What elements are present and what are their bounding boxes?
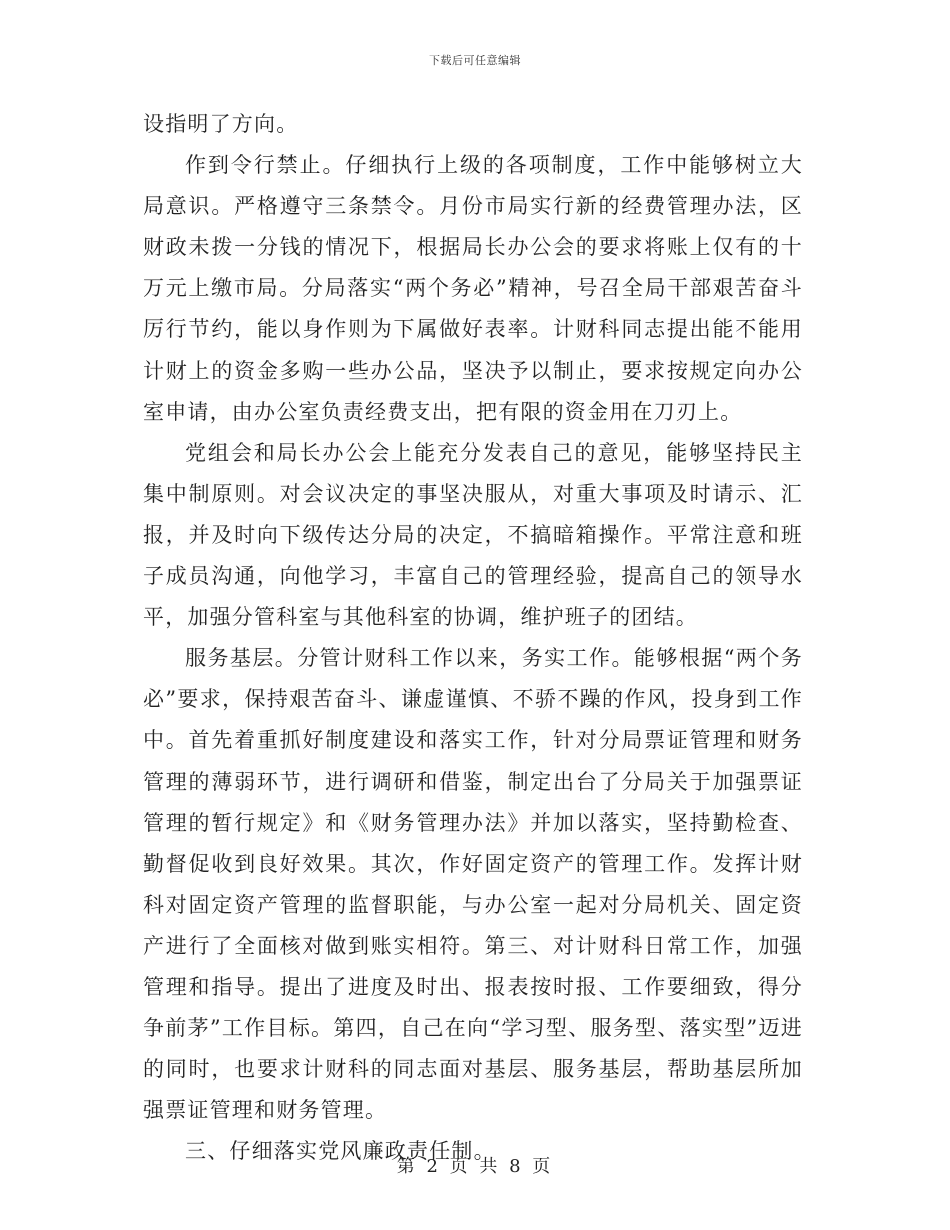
page-header: 下载后可任意编辑 <box>429 54 521 67</box>
paragraph-1: 设指明了方向。 <box>143 112 299 136</box>
paragraph-2: 作到令行禁止。仔细执行上级的各项制度，工作中能够树立大局意识。严格遵守三条禁令。月份市局实行新的经费管理办法，区财政未拨一分钱的情况下，根据局长办公会的要求将账上仅有的十万元上缴市局。分局落实“两个务必”精神，号召全局干部艰苦奋斗厉行节约，能以身作则为下属做好表率。计财科同志提出能不能用计财上的资金多购一些办公品，坚决予以制止，要求按规定向办公室申请，由办公室负责经费支出，把有限的资金用在刀刃上。 <box>143 153 803 424</box>
page-footer: 第 2 页 共 8 页 <box>396 1156 554 1177</box>
section-heading-3: 三、仔细落实党风廉政责任制。 <box>185 1139 496 1164</box>
document-body <box>143 104 803 1172</box>
paragraph-4: 服务基层。分管计财科工作以来，务实工作。能够根据“两个务必”要求，保持艰苦奋斗、谦虚谨慎、不骄不躁的作风，投身到工作中。首先着重抓好制度建设和落实工作，针对分局票证管理和财务管理的薄弱环节，进行调研和借鉴，制定出台了分局关于加强票证管理的暂行规定》和《财务管理办法》并加以落实，坚持勤检查、勤督促收到良好效果。其次，作好固定资产的管理工作。发挥计财科对固定资产管理的监督职能，与办公室一起对分局机关、固定资产进行了全面核对做到账实相符。第三、对计财科日常工作，加强管理和指导。提出了进度及时出、报表按时报、工作要细致，得分争前茅”工作目标。第四，自己在向“学习型、服务型、落实型”迈进的同时，也要求计财科的同志面对基层、服务基层，帮助基层所加强票证管理和财务管理。 <box>143 646 803 1123</box>
paragraph-3: 党组会和局长办公会上能充分发表自己的意见，能够坚持民主集中制原则。对会议决定的事坚决服从，对重大事项及时请示、汇报，并及时向下级传达分局的决定，不搞暗箱操作。平常注意和班子成员沟通，向他学习，丰富自己的管理经验，提高自己的领导水平，加强分管科室与其他科室的协调，维护班子的团结。 <box>143 440 803 630</box>
